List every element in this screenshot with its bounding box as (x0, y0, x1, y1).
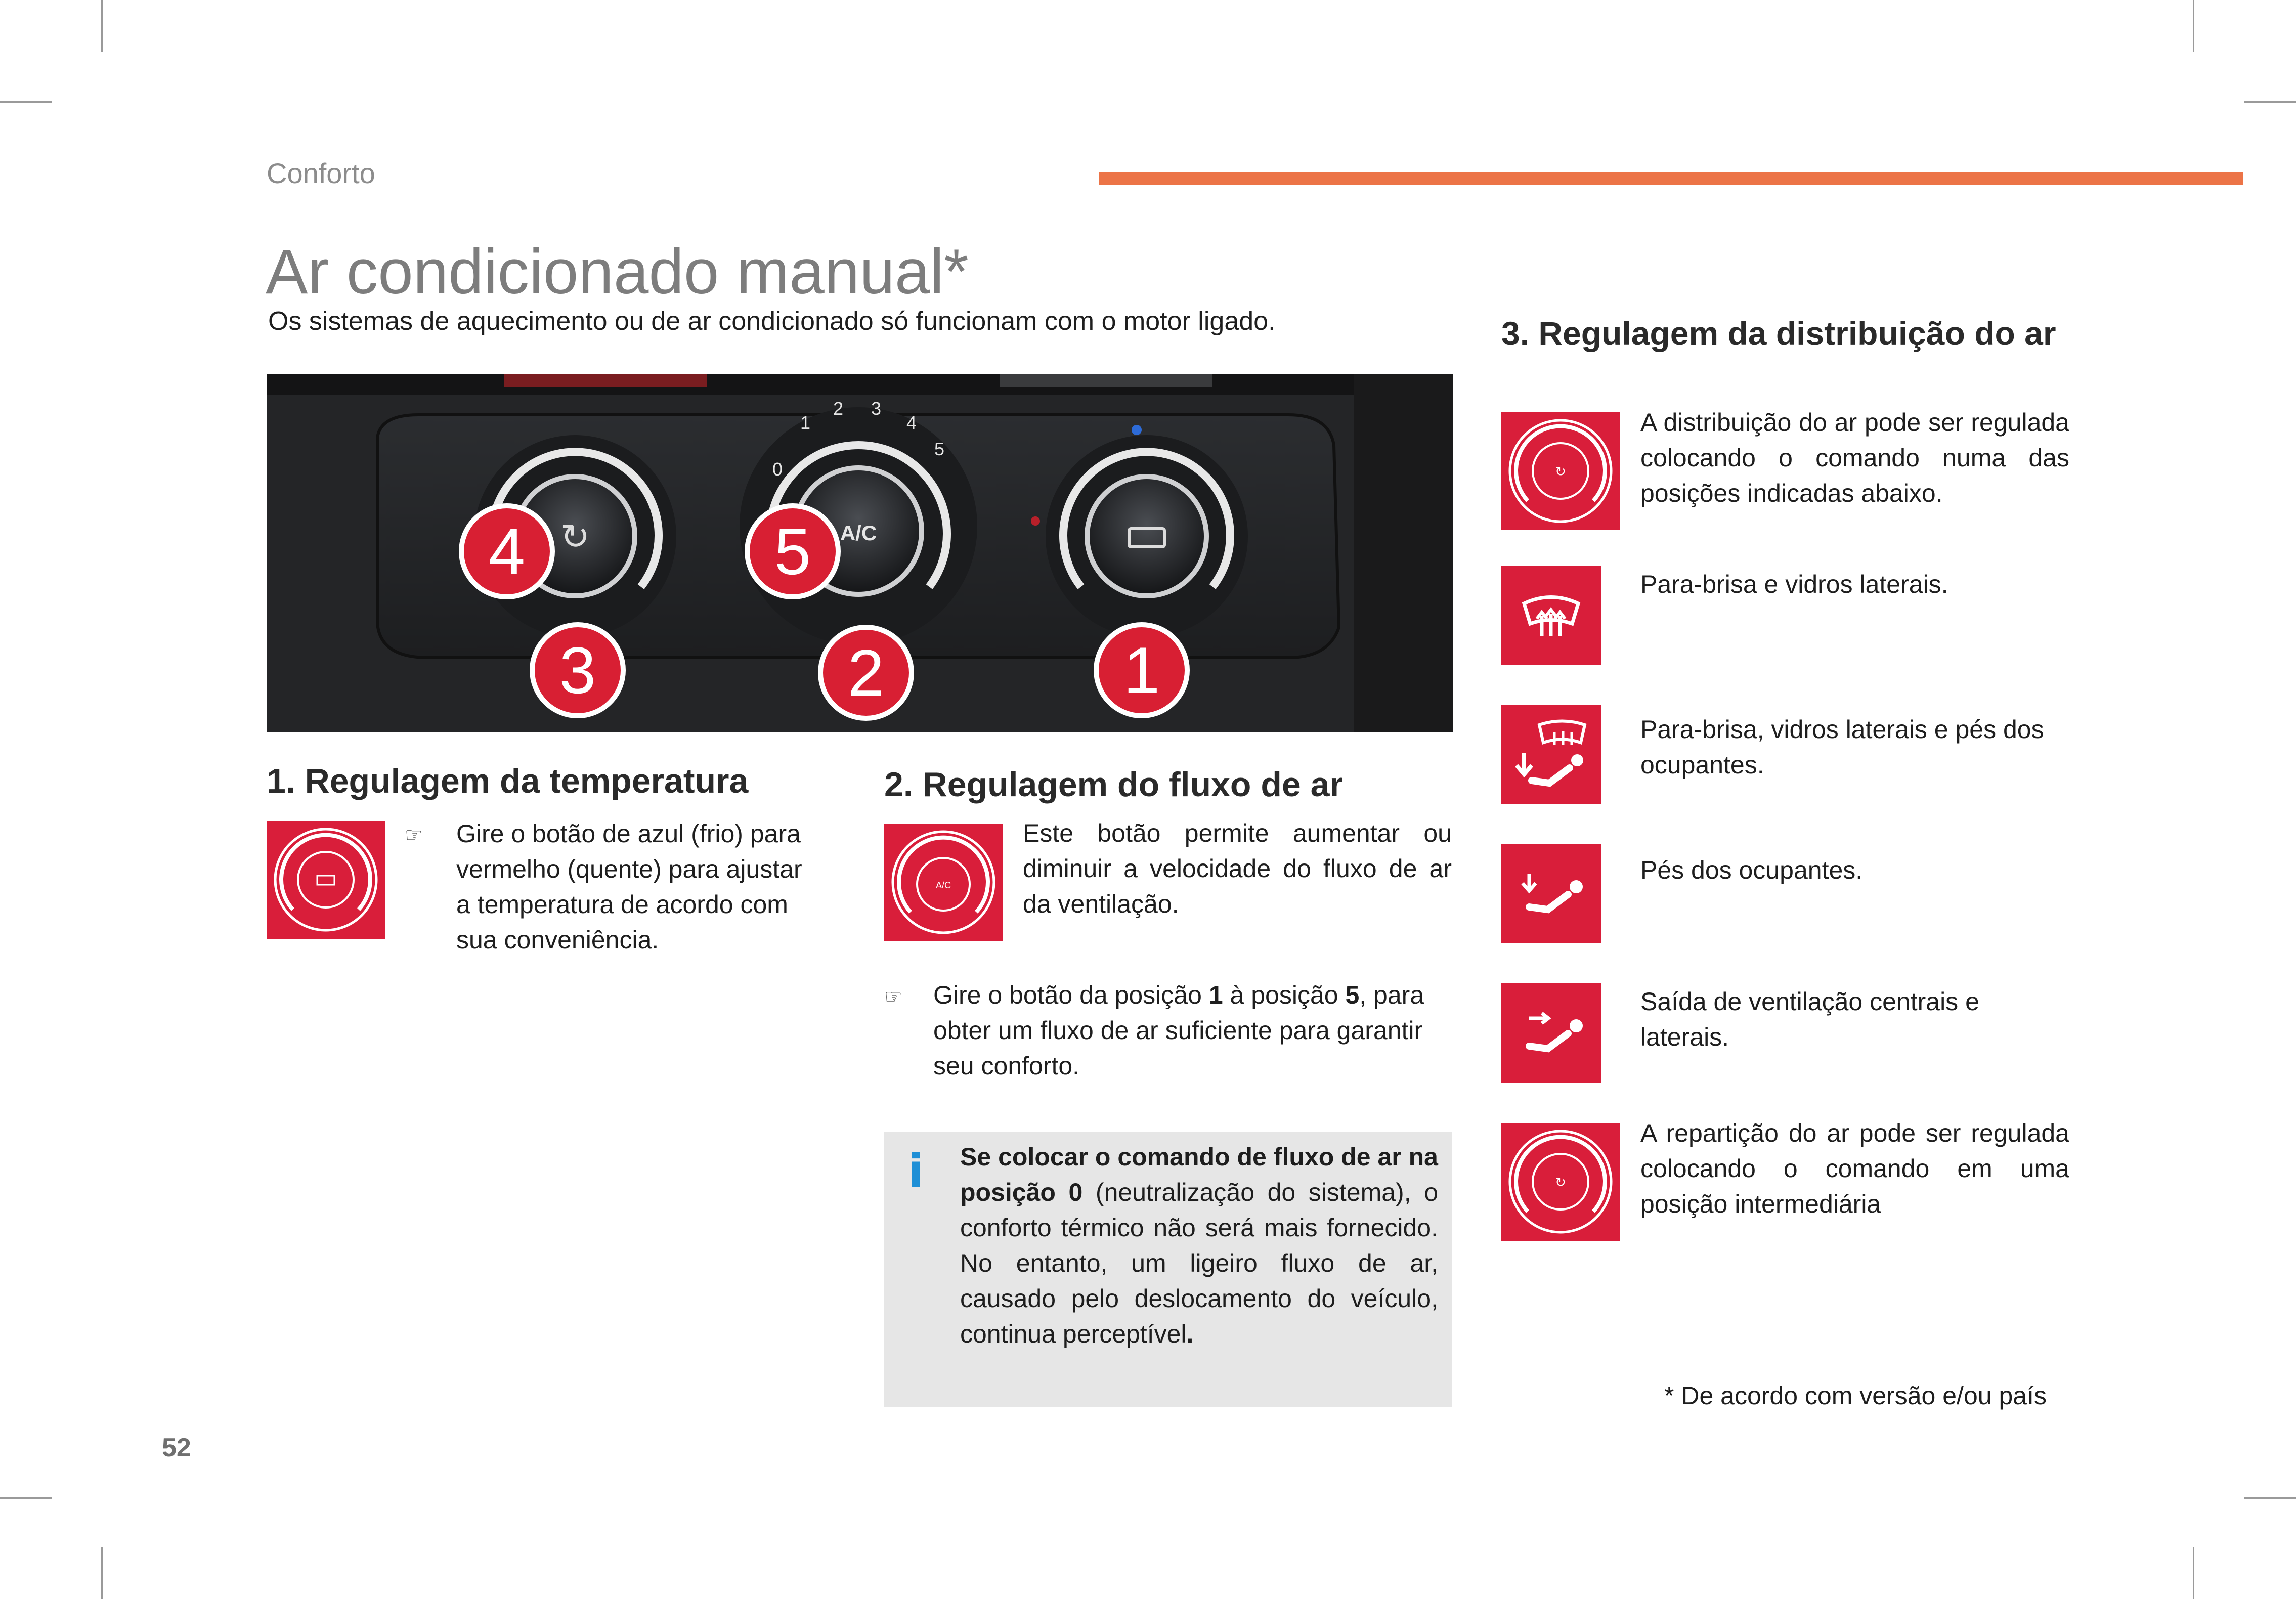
svg-text:1: 1 (1123, 633, 1160, 707)
svg-text:5: 5 (774, 514, 811, 588)
crop-mark (2193, 0, 2194, 52)
info-icon: i (908, 1144, 924, 1198)
intermediate-position-text: A repartição do ar pode ser regulada colocando o comando em uma posição intermediária (1640, 1119, 2069, 1218)
page-number: 52 (162, 1433, 191, 1462)
fan-dial-icon (884, 824, 1003, 941)
temperature-instruction: Gire o botão de azul (frio) para vermelho (quente) para ajustar a temperatura de acordo com sua conveniência. (456, 819, 802, 954)
windshield-text: Para-brisa e vidros laterais. (1640, 570, 1948, 598)
info-text: Se colocar o comando de fluxo de ar na posição 0 (neutralização do sistema), o conforto térmico não será mais fornecido. No entanto, um ligeiro fluxo de ar, causado pelo deslocamento do veículo, continua perceptível. (960, 1143, 1439, 1348)
svg-text:↻: ↻ (560, 516, 590, 557)
distribution-dial-icon (1501, 1123, 1620, 1241)
bullet-hand-icon: ☞ (405, 824, 423, 846)
svg-text:4: 4 (488, 514, 526, 588)
page-title: Ar condicionado manual* (266, 237, 969, 307)
section-label: Conforto (267, 157, 375, 189)
feet-text: Pés dos ocupantes. (1640, 856, 1863, 884)
page-subtitle: Os sistemas de aquecimento ou de ar condicionado só funcionam com o motor ligado. (268, 307, 1276, 336)
face-vent-icon (1501, 983, 1601, 1083)
windshield-feet-text: Para-brisa, vidros laterais e pés dos ocupantes. (1640, 715, 2044, 779)
svg-text:↻: ↻ (1555, 464, 1566, 480)
svg-text:0: 0 (772, 459, 783, 480)
crop-mark (101, 0, 103, 52)
windshield-defrost-icon (1501, 566, 1601, 665)
crop-mark (2244, 1497, 2296, 1499)
face-vent-text: Saída de ventilação centrais e laterais. (1640, 987, 1979, 1051)
section-airflow-heading: 2. Regulagem do fluxo de ar (884, 765, 1343, 804)
svg-text:2: 2 (847, 636, 885, 710)
section-temperature-heading: 1. Regulagem da temperatura (267, 762, 749, 800)
bullet-hand-icon: ☞ (884, 986, 902, 1008)
ac-knob-label: A/C (840, 521, 877, 545)
windshield-feet-icon (1501, 705, 1601, 804)
temperature-dial-icon (267, 821, 385, 939)
crop-mark (0, 101, 52, 103)
svg-text:3: 3 (559, 633, 596, 707)
svg-text:4: 4 (906, 412, 917, 433)
distribution-dial-icon (1501, 412, 1620, 530)
crop-mark (2193, 1547, 2194, 1599)
header-accent-bar (1099, 172, 2243, 185)
feet-icon (1501, 844, 1601, 943)
svg-text:1: 1 (800, 412, 811, 433)
crop-mark (0, 1497, 52, 1499)
footnote: * De acordo com versão e/ou país (1664, 1381, 2047, 1410)
climate-control-photo (267, 374, 1453, 732)
svg-text:2: 2 (833, 398, 844, 419)
crop-mark (2244, 101, 2296, 103)
crop-mark (101, 1547, 103, 1599)
svg-text:↻: ↻ (1555, 1175, 1566, 1190)
distribution-text: A distribuição do ar pode ser regulada colocando o comando numa das posições indicadas abaixo. (1640, 408, 2069, 507)
airflow-intro: Este botão permite aumentar ou diminuir a velocidade do fluxo de ar da ventilação. (1023, 819, 1452, 918)
svg-text:5: 5 (934, 439, 945, 459)
section-distribution-heading: 3. Regulagem da distribuição do ar (1501, 315, 2056, 352)
airflow-instruction: Gire o botão da posição 1 à posição 5, para obter um fluxo de ar suficiente para garantir seu conforto. (933, 981, 1424, 1080)
svg-text:3: 3 (871, 398, 882, 419)
svg-text:A/C: A/C (935, 880, 951, 890)
